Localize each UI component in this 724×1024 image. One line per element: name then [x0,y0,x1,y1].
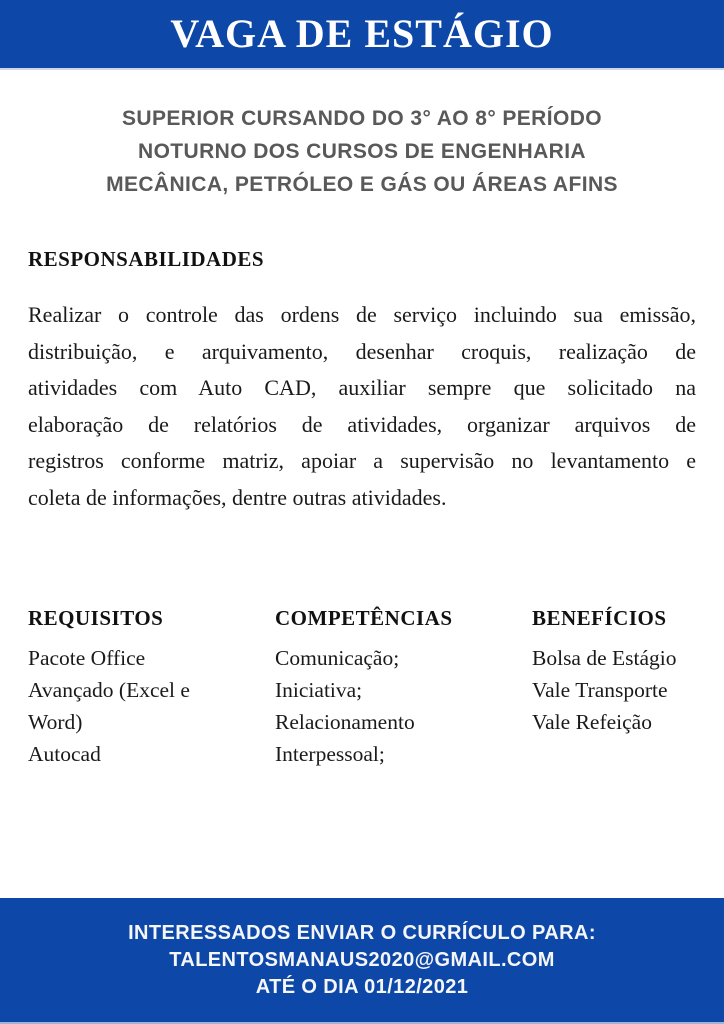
page-title: VAGA DE ESTÁGIO [170,11,554,56]
responsibilities-paragraph: Realizar o controle das ordens de serviço incluindo sua emissão, distribuição, e arquivamento, desenhar croquis, realização de atividades com Auto CAD, auxiliar sempre que solicitado na elaboração de relatórios de atividades, organizar arquivos de registros conforme matriz, apoiar a supervisão no levantamento e coleta de informações, dentre outras atividades. [28,302,696,510]
beneficios-heading: BENEFÍCIOS [532,606,667,630]
beneficios-items: Bolsa de Estágio Vale Transporte Vale Refeição [532,646,677,734]
requisitos-items: Pacote Office Avançado (Excel e Word) Autocad [28,646,190,766]
column-competencias [275,606,532,770]
column-requisitos [28,606,275,770]
subtitle: SUPERIOR CURSANDO DO 3° AO 8° PERÍODO NOTURNO DOS CURSOS DE ENGENHARIA MECÂNICA, PETRÓLEO E GÁS OU ÁREAS AFINS [106,107,618,196]
bottom-banner [0,898,724,1024]
column-beneficios [532,606,696,770]
competencias-items: Comunicação; Iniciativa; Relacionamento Interpessoal; [275,646,415,766]
responsibilities-heading: RESPONSABILIDADES [28,247,265,272]
competencias-heading: COMPETÊNCIAS [275,606,453,630]
top-banner [0,0,724,70]
footer-contact-text: INTERESSADOS ENVIAR O CURRÍCULO PARA: TALENTOSMANAUS2020@GMAIL.COM ATÉ O DIA 01/12/2021 [128,921,596,998]
requisitos-heading: REQUISITOS [28,606,164,630]
details-columns [28,606,696,770]
